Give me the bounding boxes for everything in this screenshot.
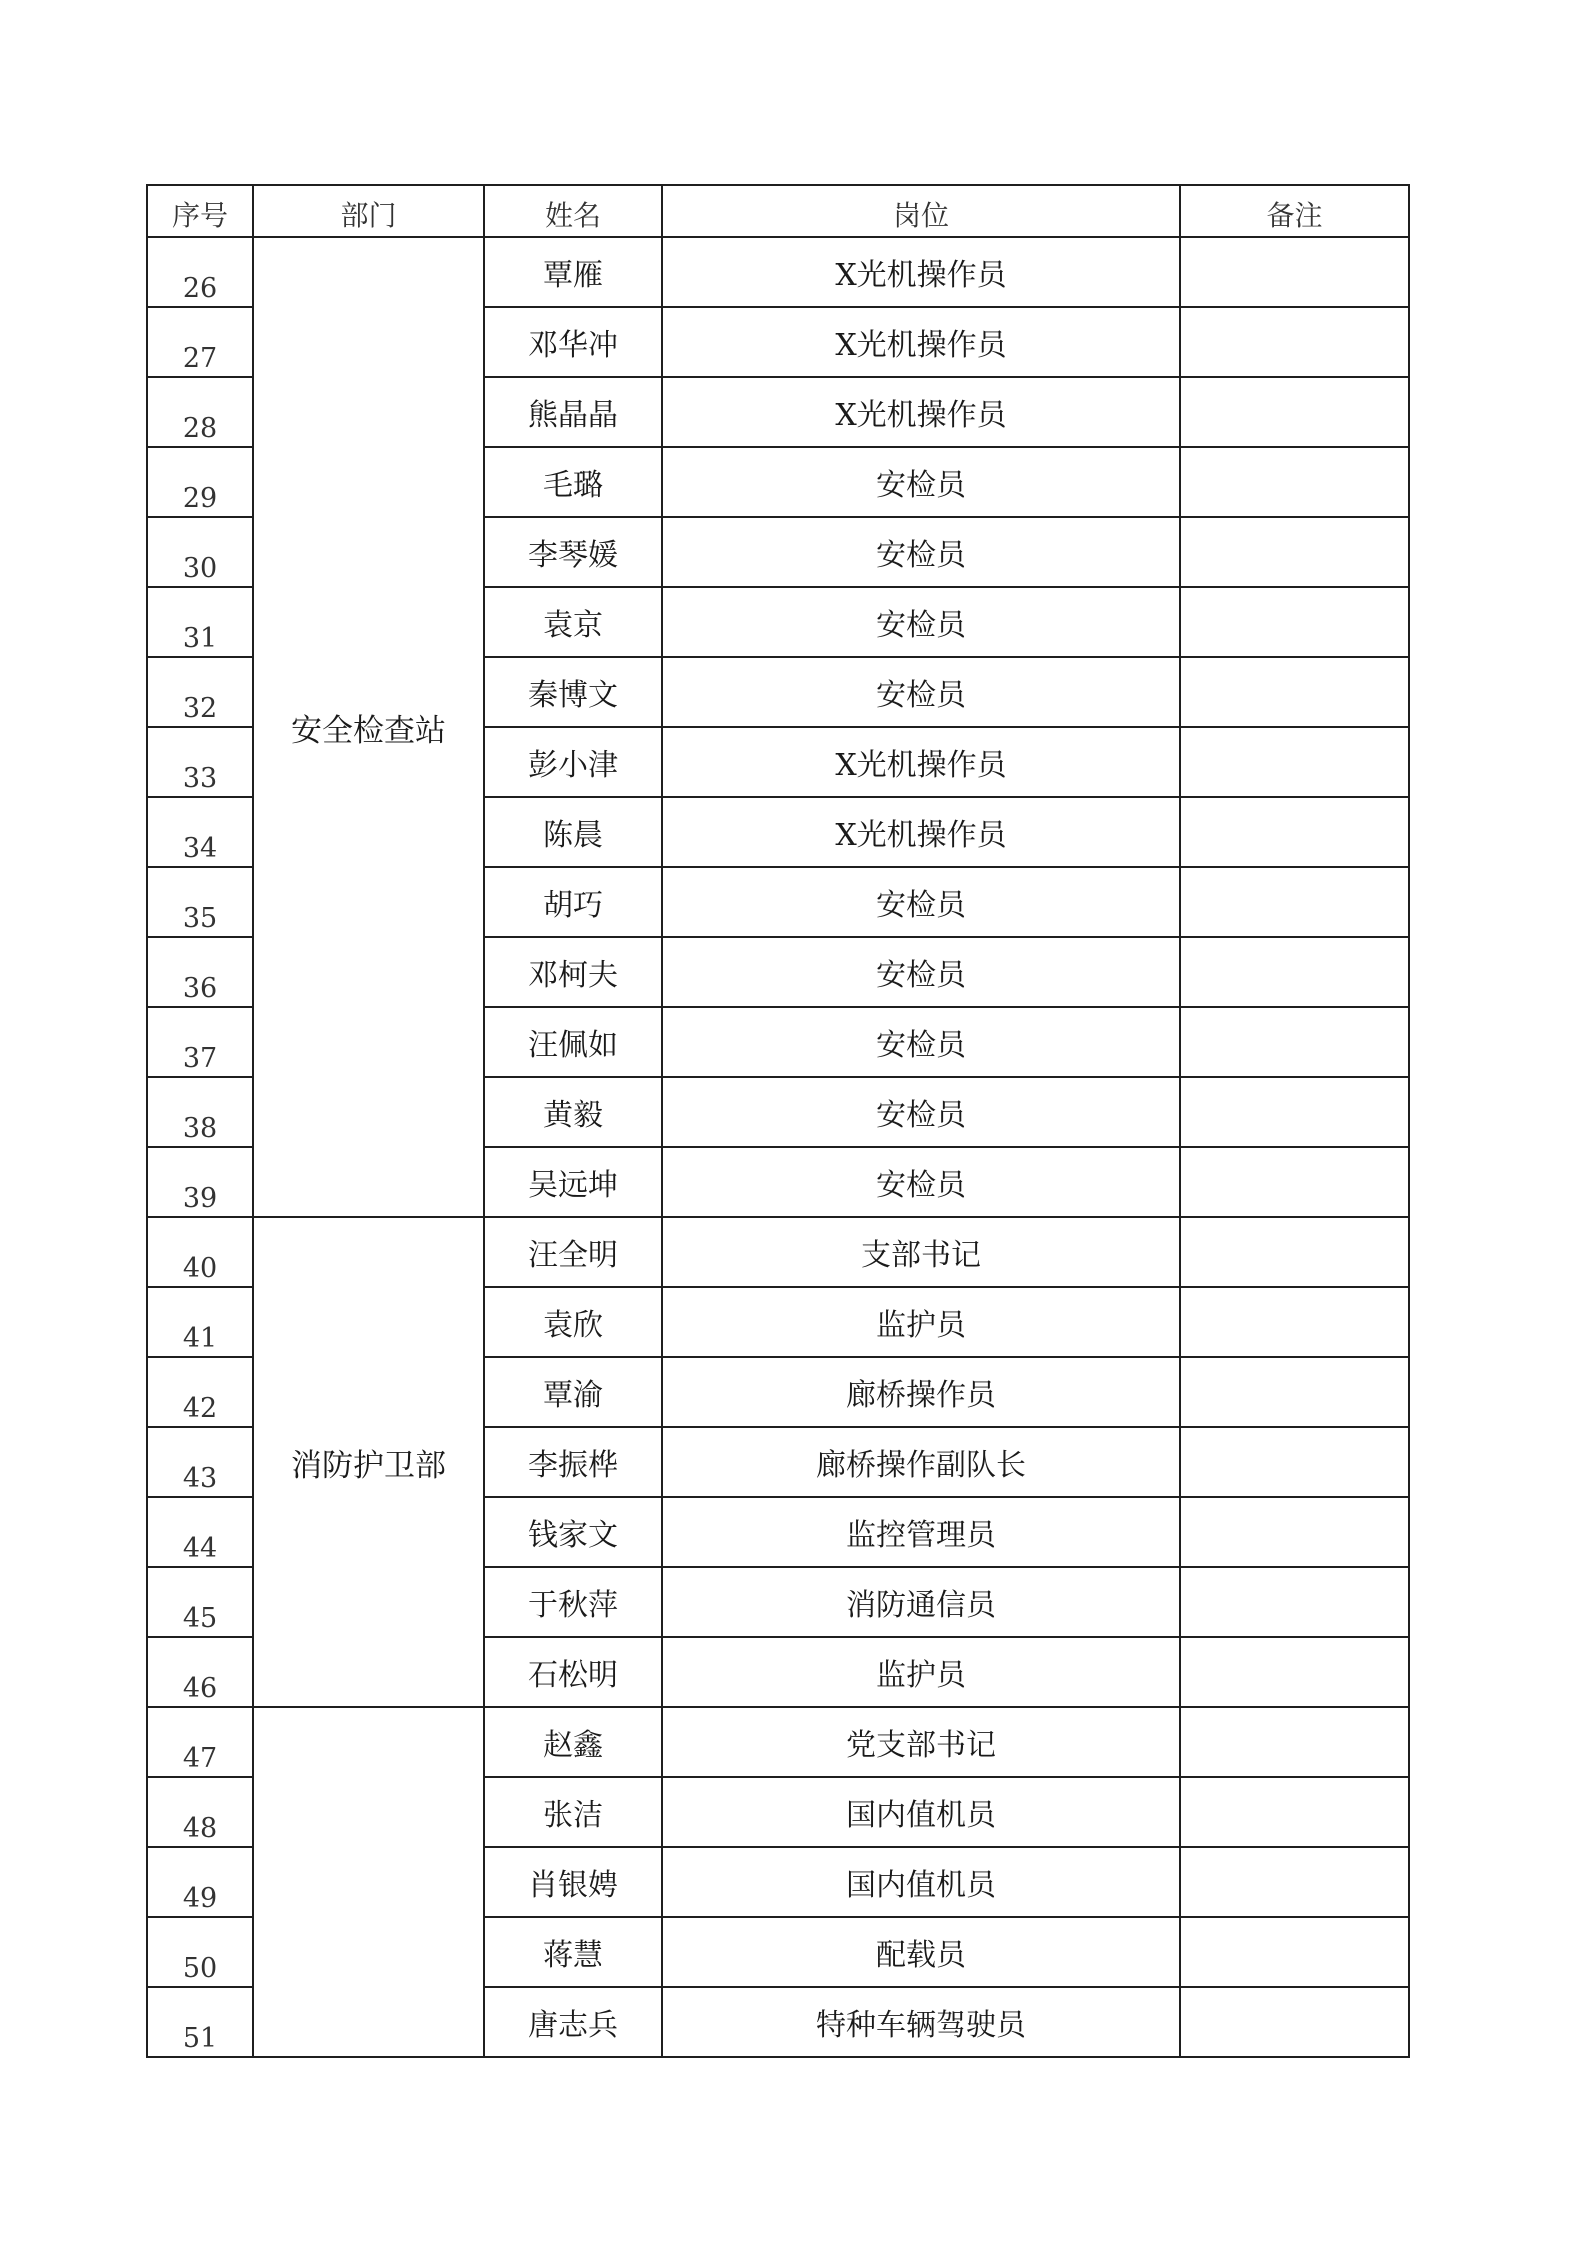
row-name: 钱家文 <box>484 1497 662 1567</box>
table-row <box>147 237 1409 307</box>
row-name: 吴远坤 <box>484 1147 662 1217</box>
row-position: 安检员 <box>662 867 1180 937</box>
row-name: 胡巧 <box>484 867 662 937</box>
row-remark <box>1180 1007 1409 1077</box>
row-position: 国内值机员 <box>662 1777 1180 1847</box>
row-remark <box>1180 1287 1409 1357</box>
row-remark <box>1180 587 1409 657</box>
row-name: 唐志兵 <box>484 1987 662 2057</box>
row-remark <box>1180 1707 1409 1777</box>
row-name: 石松明 <box>484 1637 662 1707</box>
row-remark <box>1180 517 1409 587</box>
header-seq: 序号 <box>147 185 253 237</box>
row-name: 熊晶晶 <box>484 377 662 447</box>
row-name: 黄毅 <box>484 1077 662 1147</box>
row-name: 张洁 <box>484 1777 662 1847</box>
row-name: 邓柯夫 <box>484 937 662 1007</box>
row-seq: 38 <box>147 1077 253 1147</box>
row-seq: 39 <box>147 1147 253 1217</box>
row-position: 安检员 <box>662 447 1180 517</box>
row-seq: 33 <box>147 727 253 797</box>
row-position: X光机操作员 <box>662 307 1180 377</box>
row-remark <box>1180 1357 1409 1427</box>
row-position: 廊桥操作副队长 <box>662 1427 1180 1497</box>
row-name: 汪佩如 <box>484 1007 662 1077</box>
row-position: 党支部书记 <box>662 1707 1180 1777</box>
row-remark <box>1180 1917 1409 1987</box>
header-row <box>147 185 1409 237</box>
row-seq: 37 <box>147 1007 253 1077</box>
row-remark <box>1180 937 1409 1007</box>
row-name: 邓华冲 <box>484 307 662 377</box>
row-position: 安检员 <box>662 1077 1180 1147</box>
table-row <box>147 1217 1409 1287</box>
row-seq: 28 <box>147 377 253 447</box>
row-seq: 43 <box>147 1427 253 1497</box>
row-position: 安检员 <box>662 657 1180 727</box>
row-remark <box>1180 1077 1409 1147</box>
row-seq: 47 <box>147 1707 253 1777</box>
row-position: 支部书记 <box>662 1217 1180 1287</box>
roster-sheet <box>146 184 1408 2058</box>
row-position: 监控管理员 <box>662 1497 1180 1567</box>
row-seq: 26 <box>147 237 253 307</box>
roster-body <box>147 237 1409 2057</box>
row-position: 特种车辆驾驶员 <box>662 1987 1180 2057</box>
row-position: 安检员 <box>662 937 1180 1007</box>
row-seq: 40 <box>147 1217 253 1287</box>
row-name: 覃渝 <box>484 1357 662 1427</box>
row-seq: 45 <box>147 1567 253 1637</box>
row-position: 国内值机员 <box>662 1847 1180 1917</box>
row-name: 汪全明 <box>484 1217 662 1287</box>
row-seq: 49 <box>147 1847 253 1917</box>
row-remark <box>1180 1497 1409 1567</box>
row-position: 监护员 <box>662 1637 1180 1707</box>
row-remark <box>1180 1427 1409 1497</box>
row-seq: 44 <box>147 1497 253 1567</box>
row-remark <box>1180 447 1409 517</box>
row-seq: 32 <box>147 657 253 727</box>
row-remark <box>1180 307 1409 377</box>
row-remark <box>1180 1637 1409 1707</box>
row-name: 李振桦 <box>484 1427 662 1497</box>
department-cell: 消防护卫部 <box>253 1217 484 1707</box>
row-remark <box>1180 237 1409 307</box>
row-position: 消防通信员 <box>662 1567 1180 1637</box>
row-position: 廊桥操作员 <box>662 1357 1180 1427</box>
row-seq: 42 <box>147 1357 253 1427</box>
row-seq: 34 <box>147 797 253 867</box>
row-position: X光机操作员 <box>662 797 1180 867</box>
row-remark <box>1180 657 1409 727</box>
row-name: 秦博文 <box>484 657 662 727</box>
row-remark <box>1180 377 1409 447</box>
row-position: 安检员 <box>662 517 1180 587</box>
row-seq: 46 <box>147 1637 253 1707</box>
row-position: 监护员 <box>662 1287 1180 1357</box>
row-seq: 50 <box>147 1917 253 1987</box>
department-cell: 安全检查站 <box>253 237 484 1217</box>
row-seq: 51 <box>147 1987 253 2057</box>
row-name: 彭小津 <box>484 727 662 797</box>
row-name: 蒋慧 <box>484 1917 662 1987</box>
row-name: 袁京 <box>484 587 662 657</box>
row-seq: 48 <box>147 1777 253 1847</box>
row-name: 于秋萍 <box>484 1567 662 1637</box>
row-remark <box>1180 727 1409 797</box>
header-position: 岗位 <box>662 185 1180 237</box>
row-name: 毛璐 <box>484 447 662 517</box>
row-remark <box>1180 1217 1409 1287</box>
row-position: 安检员 <box>662 1147 1180 1217</box>
row-name: 袁欣 <box>484 1287 662 1357</box>
row-seq: 27 <box>147 307 253 377</box>
row-name: 覃雁 <box>484 237 662 307</box>
staff-roster-table <box>146 184 1410 2058</box>
row-remark <box>1180 1777 1409 1847</box>
row-remark <box>1180 867 1409 937</box>
header-department: 部门 <box>253 185 484 237</box>
row-seq: 30 <box>147 517 253 587</box>
row-name: 赵鑫 <box>484 1707 662 1777</box>
table-row <box>147 1707 1409 1777</box>
row-remark <box>1180 1147 1409 1217</box>
row-seq: 31 <box>147 587 253 657</box>
header-name: 姓名 <box>484 185 662 237</box>
row-remark <box>1180 1987 1409 2057</box>
row-name: 肖银娉 <box>484 1847 662 1917</box>
row-seq: 35 <box>147 867 253 937</box>
row-position: 安检员 <box>662 1007 1180 1077</box>
row-position: X光机操作员 <box>662 377 1180 447</box>
row-position: 安检员 <box>662 587 1180 657</box>
row-remark <box>1180 1567 1409 1637</box>
row-position: X光机操作员 <box>662 727 1180 797</box>
row-remark <box>1180 1847 1409 1917</box>
row-name: 陈晨 <box>484 797 662 867</box>
row-position: 配载员 <box>662 1917 1180 1987</box>
row-remark <box>1180 797 1409 867</box>
row-seq: 29 <box>147 447 253 517</box>
row-seq: 36 <box>147 937 253 1007</box>
department-cell <box>253 1707 484 2057</box>
row-seq: 41 <box>147 1287 253 1357</box>
row-position: X光机操作员 <box>662 237 1180 307</box>
row-name: 李琴媛 <box>484 517 662 587</box>
header-remark: 备注 <box>1180 185 1409 237</box>
